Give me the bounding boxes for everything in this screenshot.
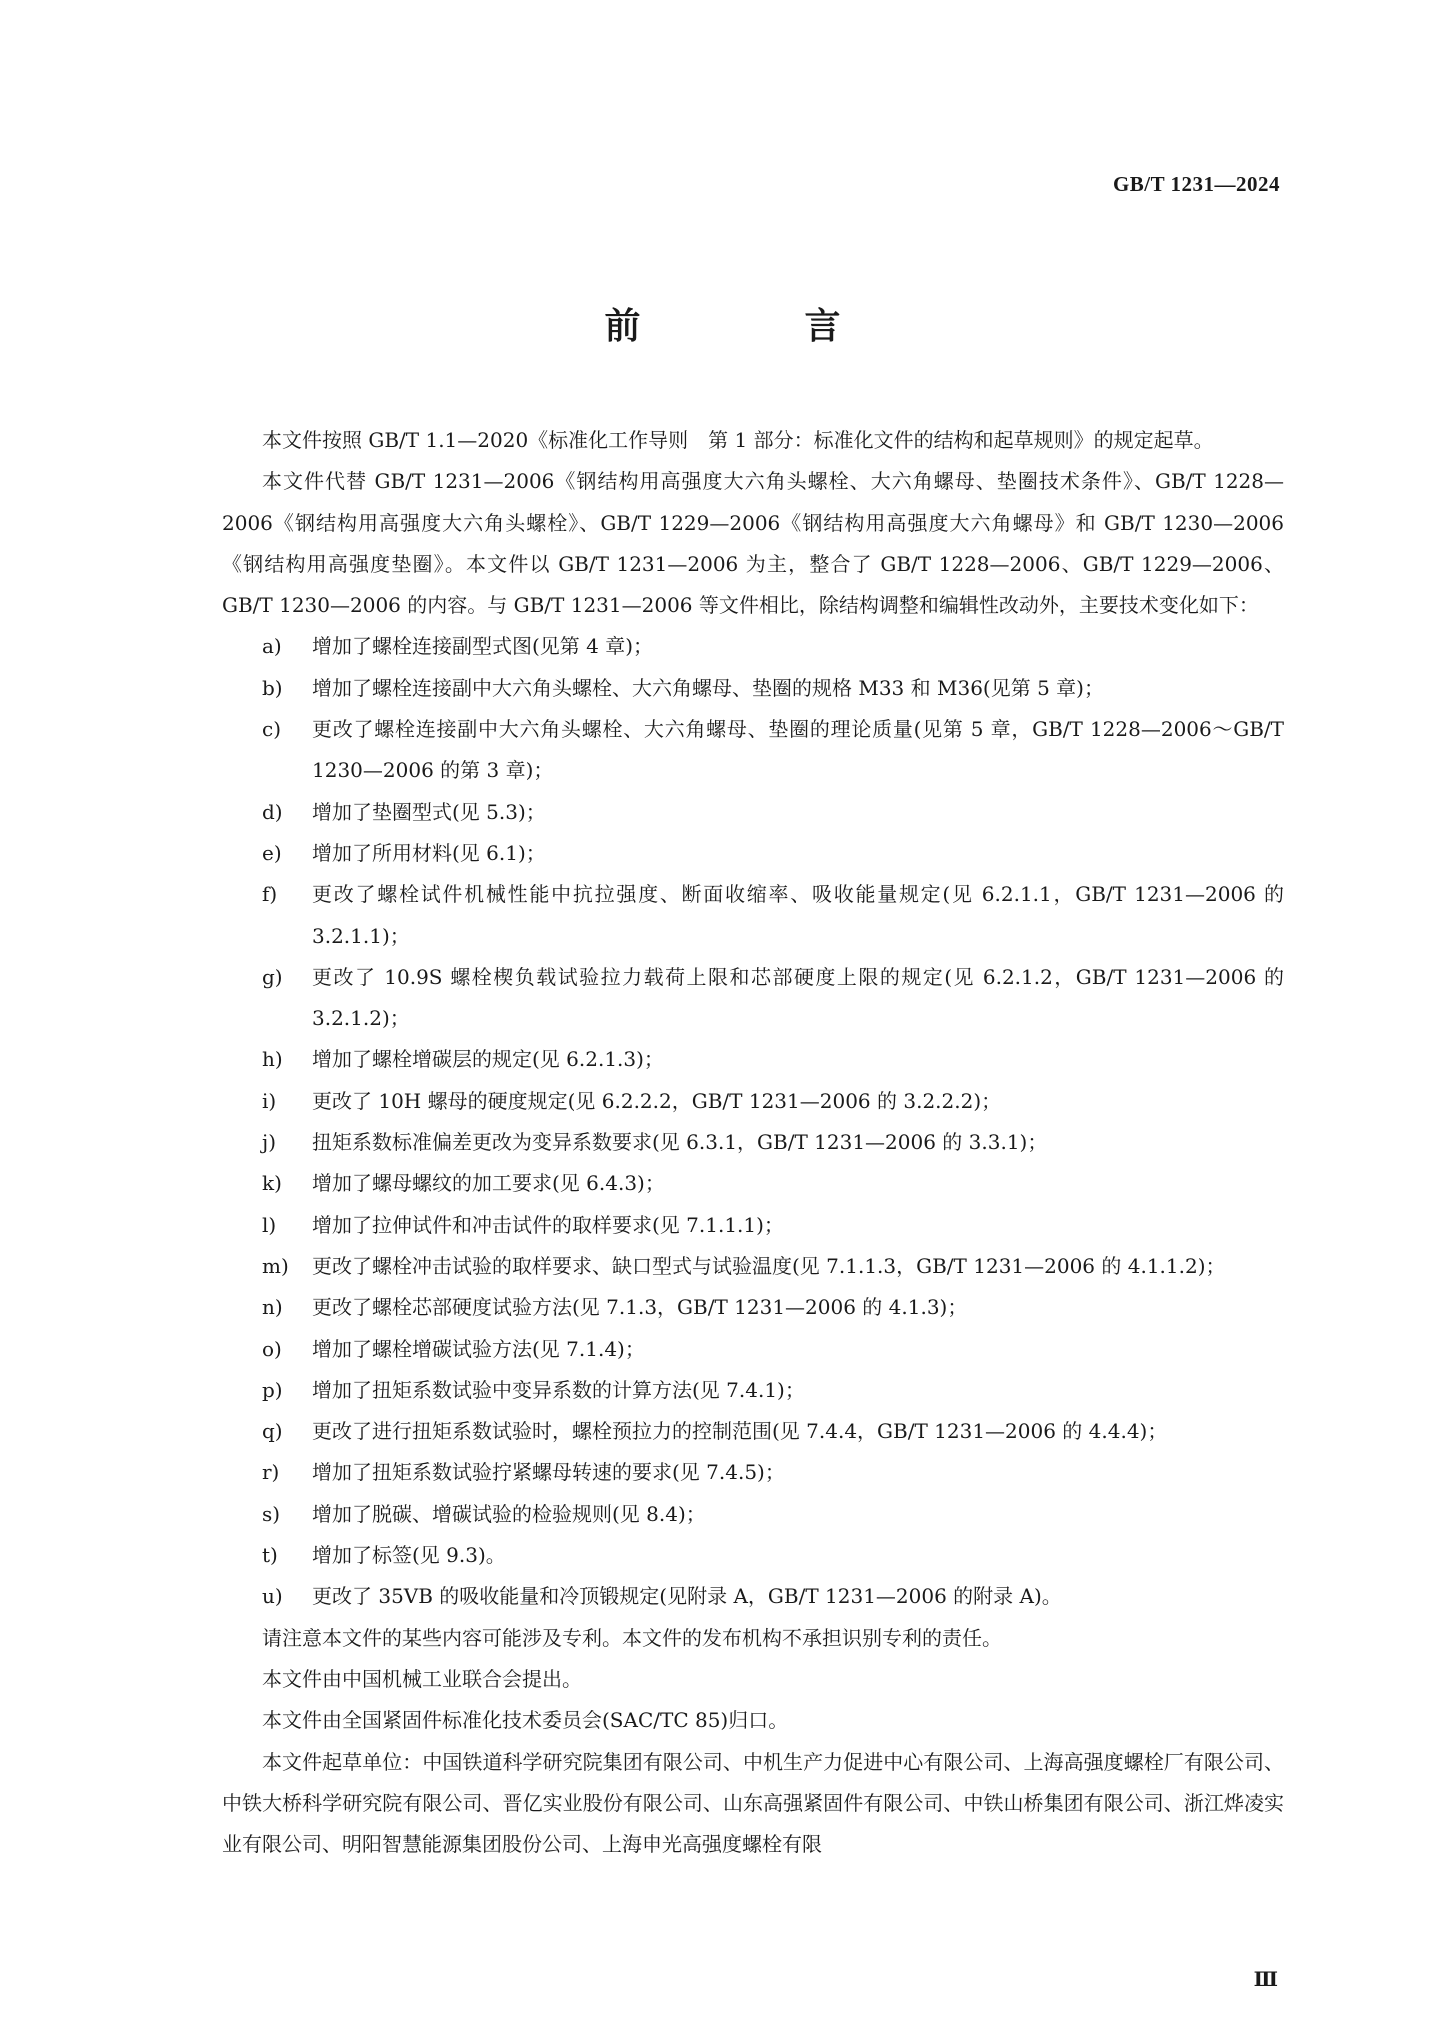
page-number: Ⅲ [1253,1969,1278,1991]
list-item [222,626,1284,667]
intro-paragraph: 本文件按照 GB/T 1.1—2020《标准化工作导则 第 1 部分：标准化文件的结构和起草规则》的规定起草。 [262,428,1214,452]
intro-paragraph: 本文件代替 GB/T 1231—2006《钢结构用高强度大六角头螺栓、大六角螺母、垫圈技术条件》、GB/T 1228—2006《钢结构用高强度大六角头螺栓》、GB/T 1229—2006《钢结构用高强度大六角螺母》和 GB/T 1230—2006《钢结构用高强度垫圈》。本文件以 GB/T 1231—2006 为主，整合了 GB/T 1228—2006、GB/T 1229—2006、GB/T 1230—2006 的内容。与 GB/T 1231—2006 等文件相比，除结构调整和编辑性改动外，主要技术变化如下： [222,469,1284,618]
list-item [222,1122,1284,1163]
list-item [222,1329,1284,1370]
list-text: 增加了螺栓增碳层的规定(见 6.2.1.3)； [312,1047,664,1072]
list-text: 扭矩系数标准偏差更改为变异系数要求(见 6.3.1，GB/T 1231—2006 的 3.3.1)； [312,1130,1048,1155]
list-marker: a) [262,634,282,659]
list-text: 更改了 35VB 的吸收能量和冷顶锻规定(见附录 A，GB/T 1231—2006 的附录 A)。 [312,1584,1062,1609]
list-marker: b) [262,675,283,700]
list-marker: r) [262,1460,280,1485]
list-item [222,957,1284,1040]
list-marker: j) [262,1130,277,1155]
list-text: 增加了所用材料(见 6.1)； [312,840,546,865]
patent-notice: 请注意本文件的某些内容可能涉及专利。本文件的发布机构不承担识别专利的责任。 [262,1625,1002,1650]
list-marker: n) [262,1295,283,1320]
committee-statement: 本文件由全国紧固件标准化技术委员会(SAC/TC 85)归口。 [262,1708,789,1733]
list-marker: o) [262,1336,282,1361]
list-text: 增加了螺母螺纹的加工要求(见 6.4.3)； [312,1171,665,1196]
list-text: 增加了扭矩系数试验中变异系数的计算方法(见 7.4.1)； [312,1377,805,1402]
list-text: 增加了脱碳、增碳试验的检验规则(见 8.4)； [312,1501,706,1526]
list-item [222,792,1284,833]
list-marker: q) [262,1419,283,1444]
list-text: 增加了标签(见 9.3)。 [312,1543,506,1568]
list-item [222,1494,1284,1535]
list-text: 增加了拉伸试件和冲击试件的取样要求(见 7.1.1.1)； [312,1212,784,1237]
list-item [222,1576,1284,1617]
list-text: 增加了扭矩系数试验拧紧螺母转速的要求(见 7.4.5)； [312,1460,785,1485]
list-text: 增加了垫圈型式(见 5.3)； [312,799,546,824]
list-marker: d) [262,799,283,824]
list-item [222,1411,1284,1452]
list-item [222,1287,1284,1328]
list-text: 增加了螺栓增碳试验方法(见 7.1.4)； [312,1336,645,1361]
list-item [222,1205,1284,1246]
list-marker: p) [262,1377,283,1402]
proposer-statement: 本文件由中国机械工业联合会提出。 [262,1666,582,1691]
list-marker: f) [262,882,278,907]
list-item [222,1246,1284,1287]
list-marker: s) [262,1501,281,1526]
list-marker: g) [262,964,283,989]
list-marker: l) [262,1212,277,1237]
list-item [222,833,1284,874]
changes-list [222,626,1284,1617]
list-marker: t) [262,1543,278,1568]
list-text: 更改了螺栓芯部硬度试验方法(见 7.1.3，GB/T 1231—2006 的 4.1.3)； [312,1295,968,1320]
list-text: 更改了 10.9S 螺栓楔负载试验拉力载荷上限和芯部硬度上限的规定(见 6.2.1.2，GB/T 1231—2006 的 3.2.1.2)； [312,964,1284,1031]
list-text: 更改了螺栓试件机械性能中抗拉强度、断面收缩率、吸收能量规定(见 6.2.1.1，GB/T 1231—2006 的 3.2.1.1)； [312,882,1284,948]
list-text: 增加了螺栓连接副中大六角头螺栓、大六角螺母、垫圈的规格 M33 和 M36(见第 5 章)； [312,675,1104,700]
list-text: 更改了螺栓连接副中大六角头螺栓、大六角螺母、垫圈的理论质量(见第 5 章，GB/T 1228—2006～GB/T 1230—2006 的第 3 章)； [312,717,1284,783]
list-text: 更改了 10H 螺母的硬度规定(见 6.2.2.2，GB/T 1231—2006 的 3.2.2.2)； [312,1088,1002,1113]
list-item [222,709,1284,792]
list-marker: e) [262,840,282,865]
standard-code: GB/T 1231—2024 [1112,172,1280,196]
list-item [222,874,1284,957]
page-title: 前 言 [604,306,905,347]
list-text: 增加了螺栓连接副型式图(见第 4 章)； [312,634,654,659]
drafting-units: 本文件起草单位：中国铁道科学研究院集团有限公司、中机生产力促进中心有限公司、上海高强度螺栓厂有限公司、中铁大桥科学研究院有限公司、晋亿实业股份有限公司、山东高强紧固件有限公司、中铁山桥集团有限公司、浙江烨凌实业有限公司、明阳智慧能源集团股份公司、上海申光高强度螺栓有限 [222,1749,1284,1857]
list-marker: u) [262,1584,283,1609]
document-body [222,420,1284,1865]
list-marker: i) [262,1088,277,1113]
list-text: 更改了螺栓冲击试验的取样要求、缺口型式与试验温度(见 7.1.1.3，GB/T 1231—2006 的 4.1.1.2)； [312,1253,1226,1278]
list-text: 更改了进行扭矩系数试验时，螺栓预拉力的控制范围(见 7.4.4，GB/T 1231—2006 的 4.4.4)； [312,1419,1168,1444]
list-item [222,668,1284,709]
list-item [222,1163,1284,1204]
list-marker: k) [262,1171,282,1196]
list-item [222,1535,1284,1576]
list-item [222,1081,1284,1122]
list-marker: m) [262,1253,289,1278]
list-marker: c) [262,717,282,742]
list-marker: h) [262,1047,283,1072]
list-item [222,1370,1284,1411]
list-item [222,1452,1284,1493]
list-item [222,1039,1284,1080]
